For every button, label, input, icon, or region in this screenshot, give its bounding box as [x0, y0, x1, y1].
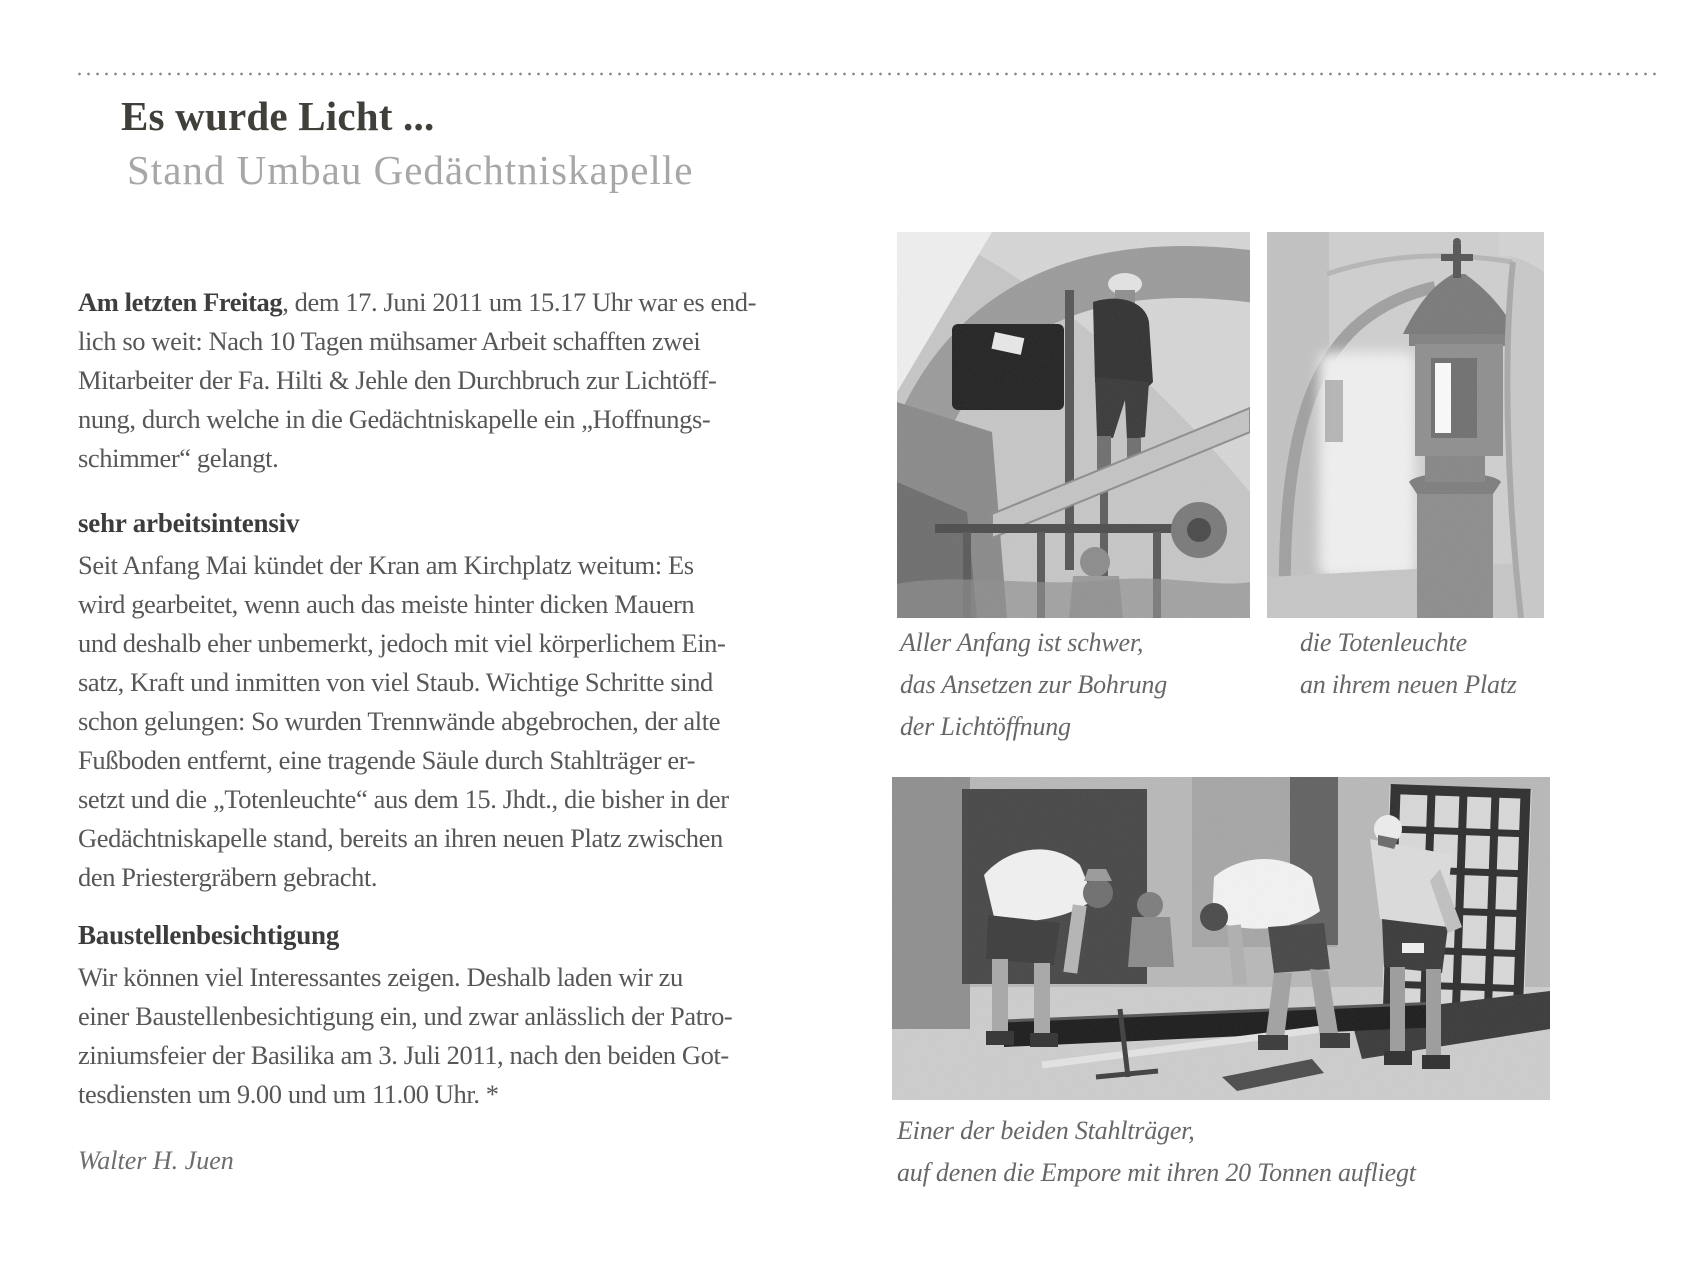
- caption-stahltraeger: [897, 1110, 1416, 1194]
- body-line: Seit Anfang Mai kündet der Kran am Kirchplatz weitum: Es: [78, 550, 694, 580]
- body-line: satz, Kraft und inmitten von viel Staub. Wichtige Schritte sind: [78, 667, 713, 697]
- intro-first-line: [78, 283, 818, 322]
- page-title: Es wurde Licht ...: [121, 93, 435, 139]
- photo-stahltraeger-image: [892, 777, 1550, 1100]
- caption-line: Aller Anfang ist schwer,: [900, 628, 1144, 657]
- body-line: Fußboden entfernt, eine tragende Säule durch Stahlträger er-: [78, 745, 696, 775]
- intro-lead: Am letzten Freitag: [78, 287, 283, 317]
- caption-line: das Ansetzen zur Bohrung: [900, 670, 1168, 699]
- caption-lines: [1300, 622, 1517, 706]
- body-line: ziniumsfeier der Basilika am 3. Juli 2011, nach den beiden Got-: [78, 1040, 729, 1070]
- body-line: tesdiensten um 9.00 und um 11.00 Uhr. *: [78, 1079, 499, 1109]
- section-lines: [78, 958, 818, 1114]
- caption-line: an ihrem neuen Platz: [1300, 670, 1517, 699]
- intro-line: nung, durch welche in die Gedächtniskapelle ein „Hoffnungs-: [78, 404, 711, 434]
- dotted-rule: [75, 72, 1660, 76]
- body-line: schon gelungen: So wurden Trennwände abgebrochen, der alte: [78, 706, 721, 736]
- caption-line: die Totenleuchte: [1300, 628, 1467, 657]
- intro-first-line-rest: , dem 17. Juni 2011 um 15.17 Uhr war es end-: [282, 287, 757, 317]
- intro-line: lich so weit: Nach 10 Tagen mühsamer Arbeit schafften zwei: [78, 326, 701, 356]
- body-line: setzt und die „Totenleuchte“ aus dem 15. Jhdt., die bisher in der: [78, 784, 729, 814]
- section-paragraph-arbeitsintensiv: [78, 546, 818, 897]
- caption-totenleuchte: [1300, 622, 1517, 706]
- caption-lines: [897, 1110, 1416, 1194]
- author-signature: Walter H. Juen: [78, 1146, 234, 1175]
- body-line: Wir können viel Interessantes zeigen. Deshalb laden wir zu: [78, 962, 683, 992]
- caption-line: auf denen die Empore mit ihren 20 Tonnen aufliegt: [897, 1158, 1416, 1187]
- body-line: wird gearbeitet, wenn auch das meiste hinter dicken Mauern: [78, 589, 695, 619]
- caption-line: der Lichtöffnung: [900, 712, 1071, 741]
- section-heading-baustellenbesichtigung: Baustellenbesichtigung: [78, 920, 340, 950]
- section-lines: [78, 546, 818, 897]
- body-line: Gedächtniskapelle stand, bereits an ihren neuen Platz zwischen: [78, 823, 723, 853]
- intro-line: Mitarbeiter der Fa. Hilti & Jehle den Durchbruch zur Lichtöff-: [78, 365, 717, 395]
- caption-line: Einer der beiden Stahlträger,: [897, 1116, 1195, 1145]
- caption-lines: [900, 622, 1167, 748]
- photo-drilling-lichtoeffnung: [897, 232, 1250, 618]
- intro-line: schimmer“ gelangt.: [78, 443, 279, 473]
- body-line: und deshalb eher unbemerkt, jedoch mit viel körperlichem Ein-: [78, 628, 726, 658]
- caption-drilling: [900, 622, 1167, 748]
- section-paragraph-baustellenbesichtigung: [78, 958, 818, 1114]
- page-subtitle: Stand Umbau Gedächtniskapelle: [127, 147, 694, 193]
- photo-totenleuchte: [1267, 232, 1544, 618]
- body-line: einer Baustellenbesichtigung ein, und zwar anlässlich der Patro-: [78, 1001, 733, 1031]
- body-line: den Priestergräbern gebracht.: [78, 862, 378, 892]
- intro-paragraph: [78, 283, 818, 478]
- photo-drilling-image: [897, 232, 1250, 618]
- section-heading-arbeitsintensiv: sehr arbeitsintensiv: [78, 508, 300, 538]
- photo-stahltraeger: [892, 777, 1550, 1100]
- photo-totenleuchte-image: [1267, 232, 1544, 618]
- intro-lines: [78, 322, 818, 478]
